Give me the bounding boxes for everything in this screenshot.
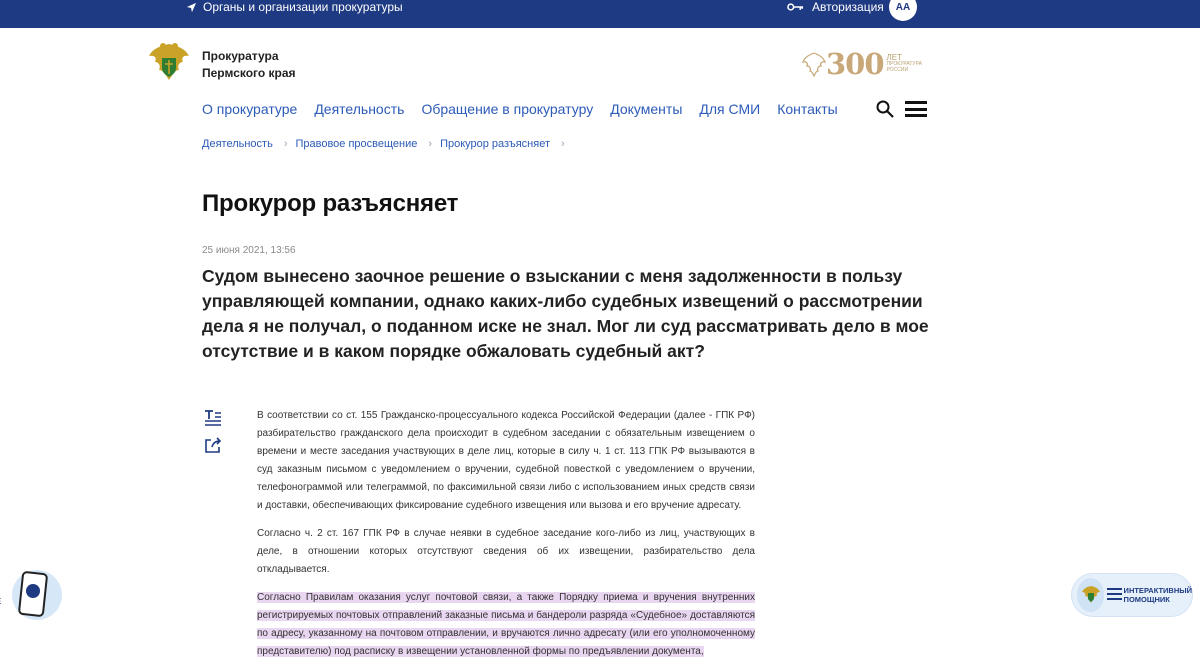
article-paragraph: В соответствии со ст. 155 Гражданско-процессуального кодекса Российской Федерации (далее - ГПК РФ) разбирательство гражданского дела происходит в судебном заседании с обязательным извещением о времени и месте заседания участвующих в деле лиц, которые в силу ч. 1 ст. 113 ГПК РФ вызываются в суд заказным письмом с уведомлением о вручении, судебной повесткой с уведомлением о вручении, телефонограммой или телеграммой, по факсимильной связи либо с использованием иных средств связи и доставки, обеспечивающих фиксирование судебного извещения или вызова и его вручение адресату.: [257, 410, 755, 511]
text-version-icon[interactable]: [204, 410, 222, 426]
login-link-label: Авторизация: [812, 0, 884, 14]
site-name-line2: Пермского края: [202, 66, 296, 80]
widget-edge-label: [0, 588, 1, 606]
share-icon[interactable]: [204, 437, 222, 453]
nav-item-appeal[interactable]: Обращение в прокуратуру: [421, 101, 594, 117]
breadcrumb-item-activity[interactable]: Деятельность: [202, 138, 273, 150]
highlighted-text: Согласно Правилам оказания услуг почтовой связи, а также Порядку приема и вручения внутренних регистрируемых почтовых отправлений заказные письма и бандероли разряда «Судебное» доставляются по адресу, указанному на почтовом отправлении, и вручаются лично адресату (или его уполномоченному представителю) под расписку в извещении установленной формы по предъявлении документа,: [257, 592, 755, 657]
font-size-button[interactable]: АА: [889, 0, 917, 21]
eagle-icon: [802, 50, 826, 78]
breadcrumb-item-prosecutor-explains[interactable]: Прокурор разъясняет: [440, 138, 550, 150]
article-body: [257, 407, 755, 671]
breadcrumb-separator-icon: ›: [561, 138, 565, 150]
menu-icon[interactable]: [905, 101, 927, 117]
anniversary-caption: ЛЕТ ПРОКУРАТУРА РОССИИ: [886, 53, 922, 73]
breadcrumb-separator-icon: ›: [283, 138, 288, 150]
list-lines-icon: [1107, 588, 1121, 603]
assistant-label: ИНТЕРАКТИВНЫЙ ПОМОЩНИК: [1123, 586, 1192, 604]
article-paragraph: Согласно ч. 2 ст. 167 ГПК РФ в случае неявки в судебное заседание кого-либо из лиц, участвующих в деле, в отношении которых отсутствуют сведения об их извещении, разбирательство дела откладывается.: [257, 528, 755, 575]
breadcrumb: [202, 138, 573, 150]
nav-item-about[interactable]: О прокуратуре: [202, 101, 298, 117]
article-lead: Судом вынесено заочное решение о взыскании с меня задолженности в пользу управляющей компании, однако каких-либо судебных извещений о рассмотрении дела я не получал, о поданном иске не знал. Мог ли суд рассматривать дело в мое отсутствие и в каком порядке обжаловать судебный акт?: [202, 266, 929, 361]
interactive-assistant-button[interactable]: [1071, 573, 1193, 617]
nav-item-activity[interactable]: Деятельность: [314, 101, 405, 117]
organizations-link[interactable]: [186, 0, 403, 14]
site-name-line1: Прокуратура: [202, 49, 279, 63]
site-name[interactable]: [202, 48, 296, 82]
mobile-app-widget[interactable]: [0, 570, 62, 620]
login-link[interactable]: [787, 0, 884, 14]
breadcrumb-item-legal-education[interactable]: Правовое просвещение: [295, 138, 418, 150]
nav-item-contacts[interactable]: Контакты: [777, 101, 838, 117]
key-icon: [787, 2, 804, 12]
article-paragraph-highlighted: [257, 589, 755, 661]
emblem-icon: [26, 584, 40, 598]
breadcrumb-separator-icon: ›: [428, 138, 433, 150]
nav-item-documents[interactable]: Документы: [610, 101, 683, 117]
page-title: Прокурор разъясняет: [202, 190, 459, 217]
assistant-emblem-icon: [1077, 578, 1104, 612]
top-bar: [0, 0, 1200, 28]
anniversary-number: 300: [826, 47, 884, 81]
search-icon[interactable]: [876, 100, 894, 118]
organizations-link-label: Органы и организации прокуратуры: [203, 0, 403, 14]
main-nav: [202, 101, 855, 117]
nav-item-media[interactable]: Для СМИ: [699, 101, 761, 117]
location-arrow-icon: [186, 2, 197, 13]
anniversary-300-logo: [802, 48, 927, 80]
coat-of-arms-logo[interactable]: [147, 40, 191, 86]
publish-date: 25 июня 2021, 13:56: [202, 245, 296, 256]
